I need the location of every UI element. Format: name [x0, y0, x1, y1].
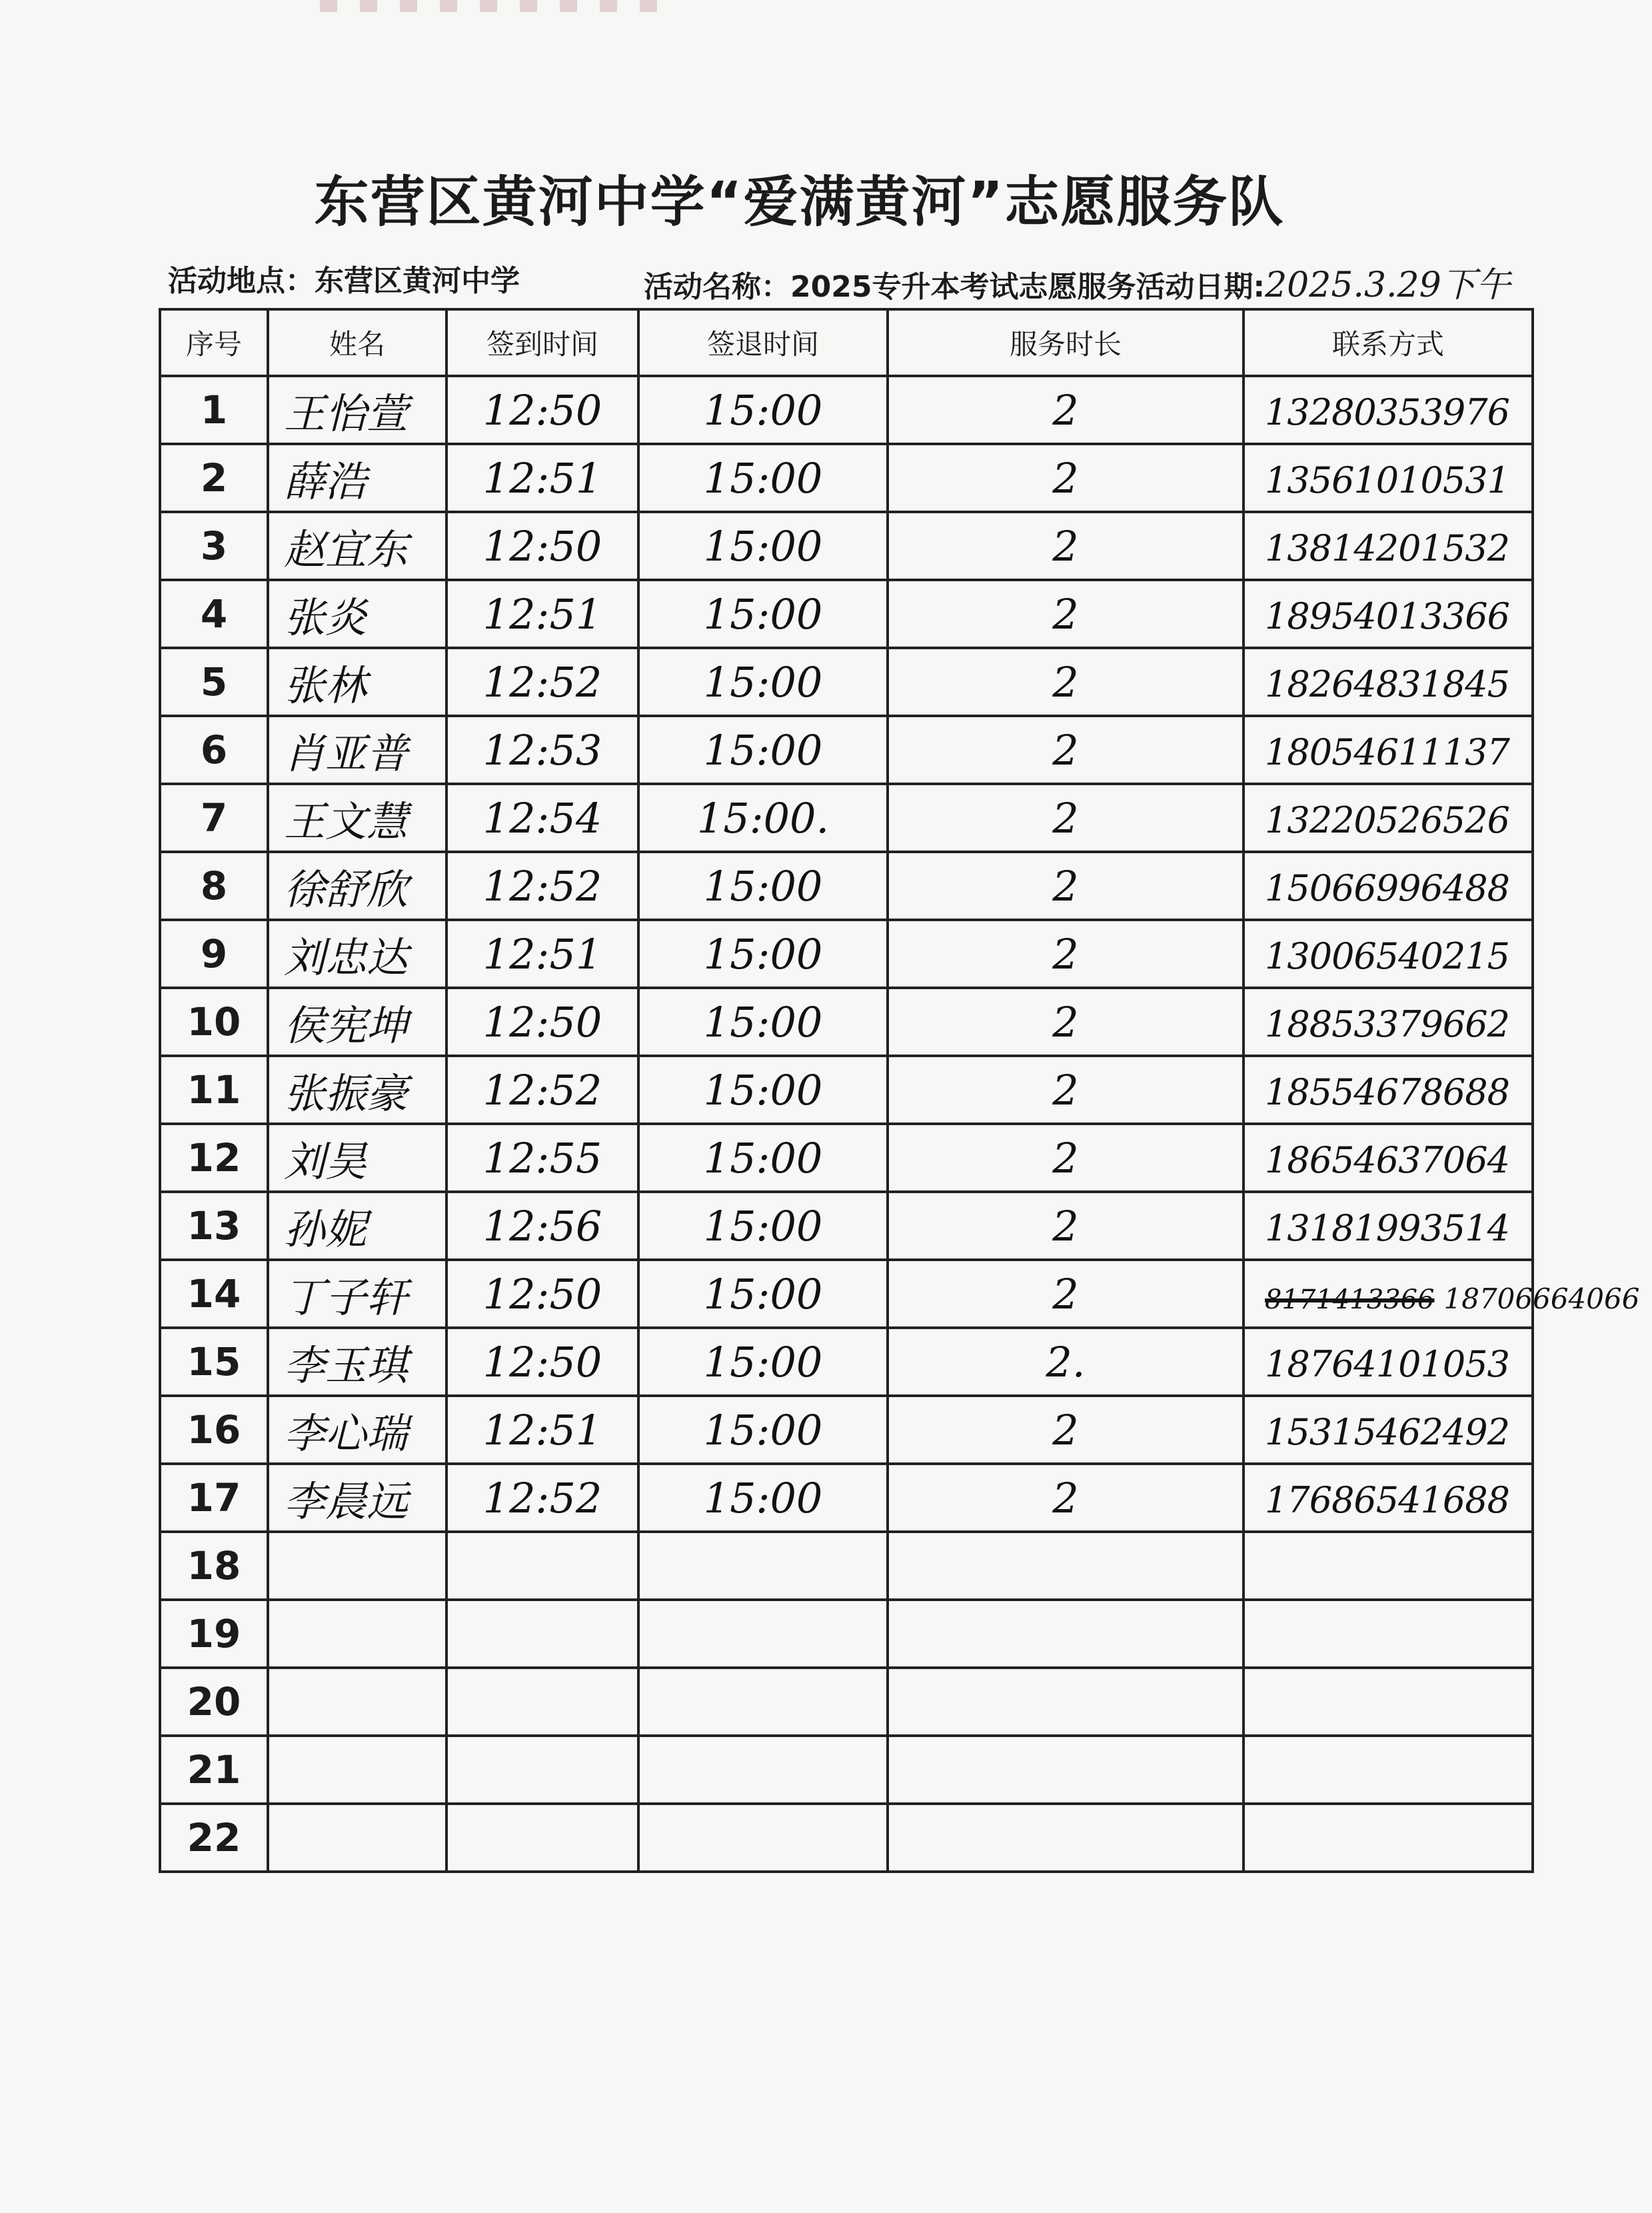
- row-sign-out: 15:00: [638, 580, 888, 648]
- row-contact: [1243, 920, 1533, 988]
- row-index: 21: [160, 1736, 268, 1804]
- row-sign-out: 15:00: [638, 988, 888, 1056]
- row-contact: [1243, 1532, 1533, 1600]
- row-sign-in: 12:52: [446, 1056, 638, 1124]
- row-duration: 2: [888, 376, 1243, 444]
- table-row: [160, 852, 1533, 920]
- activity-value: 2025专升本考试志愿服务活动: [790, 270, 1195, 304]
- row-sign-out: 15:00: [638, 1056, 888, 1124]
- row-phone: 13561010531: [1265, 459, 1509, 501]
- row-index: 16: [160, 1396, 268, 1464]
- table-row: [160, 1600, 1533, 1668]
- row-sign-out: 15:00: [638, 1124, 888, 1192]
- row-name: 孙妮: [268, 1192, 446, 1260]
- row-duration: [888, 1736, 1243, 1804]
- row-duration: 2: [888, 648, 1243, 716]
- row-duration: 2: [888, 1192, 1243, 1260]
- table-row: [160, 444, 1533, 512]
- row-sign-out: [638, 1736, 888, 1804]
- row-name: 丁子轩: [268, 1260, 446, 1328]
- row-sign-in: [446, 1532, 638, 1600]
- row-index: 3: [160, 512, 268, 580]
- row-contact: [1243, 1328, 1533, 1396]
- row-contact: [1243, 852, 1533, 920]
- table-row: [160, 1260, 1533, 1328]
- row-contact: [1243, 784, 1533, 852]
- row-sign-in: [446, 1804, 638, 1872]
- row-sign-in: 12:56: [446, 1192, 638, 1260]
- row-sign-out: 15:00: [638, 1260, 888, 1328]
- row-name: 李心瑞: [268, 1396, 446, 1464]
- row-sign-out: 15:00: [638, 648, 888, 716]
- row-sign-in: 12:52: [446, 648, 638, 716]
- row-duration: 2: [888, 512, 1243, 580]
- top-edge-mark: [320, 0, 666, 12]
- header-sign-in-time: 签到时间: [446, 309, 638, 376]
- location-value: 东营区黄河中学: [315, 264, 520, 298]
- row-index: 2: [160, 444, 268, 512]
- row-name: [268, 1736, 446, 1804]
- row-contact: [1243, 1736, 1533, 1804]
- row-sign-in: 12:50: [446, 512, 638, 580]
- row-duration: 2: [888, 920, 1243, 988]
- table-row: [160, 376, 1533, 444]
- row-sign-out: 15:00: [638, 1396, 888, 1464]
- row-name: 刘忠达: [268, 920, 446, 988]
- row-name: 李玉琪: [268, 1328, 446, 1396]
- table-row: [160, 988, 1533, 1056]
- document-title: 东营区黄河中学“爱满黄河”志愿服务队: [314, 171, 1285, 234]
- row-contact: [1243, 1396, 1533, 1464]
- table-row: [160, 1192, 1533, 1260]
- row-name: 薛浩: [268, 444, 446, 512]
- row-phone: 18853379662: [1265, 1003, 1509, 1045]
- row-sign-out: 15:00: [638, 1328, 888, 1396]
- row-sign-in: 12:50: [446, 988, 638, 1056]
- row-index: 22: [160, 1804, 268, 1872]
- row-sign-in: 12:51: [446, 444, 638, 512]
- row-name: 张炎: [268, 580, 446, 648]
- row-duration: 2: [888, 784, 1243, 852]
- table-row: [160, 784, 1533, 852]
- table-row: [160, 1804, 1533, 1872]
- row-index: 13: [160, 1192, 268, 1260]
- row-phone: 15315462492: [1265, 1410, 1509, 1453]
- table-row: [160, 1396, 1533, 1464]
- row-sign-out: 15:00: [638, 1464, 888, 1532]
- row-index: 11: [160, 1056, 268, 1124]
- date-label: 日期:: [1194, 270, 1265, 304]
- row-sign-in: [446, 1736, 638, 1804]
- row-sign-in: 12:51: [446, 920, 638, 988]
- row-sign-out: 15:00: [638, 376, 888, 444]
- row-sign-out: 15:00: [638, 1192, 888, 1260]
- table-row: [160, 1328, 1533, 1396]
- row-index: 6: [160, 716, 268, 784]
- table-header-row: [160, 309, 1533, 376]
- table-row: [160, 512, 1533, 580]
- volunteer-roster-table: [159, 308, 1640, 1873]
- header-contact: 联系方式: [1243, 309, 1533, 376]
- row-contact: [1243, 1668, 1533, 1736]
- row-sign-out: [638, 1668, 888, 1736]
- row-sign-out: 15:00: [638, 920, 888, 988]
- row-sign-in: 12:50: [446, 376, 638, 444]
- row-sign-in: 12:54: [446, 784, 638, 852]
- table-row: [160, 1736, 1533, 1804]
- table-row: [160, 716, 1533, 784]
- row-phone: 18764101053: [1265, 1342, 1509, 1385]
- row-phone: 18554678688: [1265, 1071, 1509, 1113]
- row-sign-in: 12:51: [446, 1396, 638, 1464]
- row-name: 王怡萱: [268, 376, 446, 444]
- row-index: 4: [160, 580, 268, 648]
- row-duration: 2: [888, 1056, 1243, 1124]
- row-sign-in: 12:53: [446, 716, 638, 784]
- row-sign-in: [446, 1600, 638, 1668]
- row-contact: [1243, 1600, 1533, 1668]
- date-value: 2025.3.29下午: [1265, 265, 1511, 305]
- row-duration: 2: [888, 444, 1243, 512]
- row-index: 19: [160, 1600, 268, 1668]
- row-phone: 13181993514: [1265, 1206, 1509, 1249]
- activity-field: [644, 257, 1511, 307]
- row-sign-out: 15:00: [638, 852, 888, 920]
- row-duration: [888, 1600, 1243, 1668]
- row-sign-out: [638, 1804, 888, 1872]
- row-contact: [1243, 1124, 1533, 1192]
- row-phone: 17686541688: [1265, 1478, 1509, 1521]
- row-phone: 18706664066: [1443, 1282, 1640, 1315]
- header-sign-out-time: 签退时间: [638, 309, 888, 376]
- row-phone: 18654637064: [1265, 1138, 1509, 1181]
- row-contact: [1243, 1464, 1533, 1532]
- row-index: 5: [160, 648, 268, 716]
- row-contact: [1243, 988, 1533, 1056]
- location-field: [168, 257, 520, 299]
- row-sign-in: 12:52: [446, 1464, 638, 1532]
- row-sign-in: 12:55: [446, 1124, 638, 1192]
- row-name: 张振豪: [268, 1056, 446, 1124]
- table-row: [160, 1056, 1533, 1124]
- row-name: 侯宪坤: [268, 988, 446, 1056]
- activity-label: 活动名称：: [644, 270, 790, 304]
- row-index: 20: [160, 1668, 268, 1736]
- row-duration: 2: [888, 1396, 1243, 1464]
- header-name: 姓名: [268, 309, 446, 376]
- row-contact: [1243, 444, 1533, 512]
- struck-phone: 8171413366: [1265, 1284, 1435, 1315]
- row-name: 王文慧: [268, 784, 446, 852]
- row-contact: [1243, 1192, 1533, 1260]
- row-name: [268, 1668, 446, 1736]
- row-name: 赵宜东: [268, 512, 446, 580]
- table-body: [160, 376, 1640, 1872]
- row-duration: 2: [888, 1464, 1243, 1532]
- row-name: 徐舒欣: [268, 852, 446, 920]
- row-duration: 2: [888, 988, 1243, 1056]
- row-contact: [1243, 1260, 1640, 1328]
- row-index: 8: [160, 852, 268, 920]
- location-label: 活动地点：: [168, 264, 315, 298]
- row-duration: [888, 1668, 1243, 1736]
- row-index: 17: [160, 1464, 268, 1532]
- row-contact: [1243, 376, 1533, 444]
- row-phone: 18954013366: [1265, 595, 1509, 637]
- row-contact: [1243, 716, 1533, 784]
- row-phone: 13220526526: [1265, 799, 1509, 841]
- row-phone: 13006540215: [1265, 935, 1509, 977]
- row-duration: [888, 1532, 1243, 1600]
- row-name: [268, 1804, 446, 1872]
- table-row: [160, 1464, 1533, 1532]
- row-sign-out: 15:00: [638, 716, 888, 784]
- table-row: [160, 920, 1533, 988]
- row-phone: 15066996488: [1265, 867, 1509, 909]
- row-duration: 2.: [888, 1328, 1243, 1396]
- row-name: 刘昊: [268, 1124, 446, 1192]
- table-row: [160, 1668, 1533, 1736]
- row-name: [268, 1600, 446, 1668]
- table-row: [160, 1124, 1533, 1192]
- row-index: 15: [160, 1328, 268, 1396]
- row-duration: 2: [888, 716, 1243, 784]
- row-contact: [1243, 1804, 1533, 1872]
- row-sign-in: 12:51: [446, 580, 638, 648]
- row-contact: [1243, 648, 1533, 716]
- row-contact: [1243, 1056, 1533, 1124]
- row-sign-in: 12:52: [446, 852, 638, 920]
- row-duration: 2: [888, 580, 1243, 648]
- row-index: 18: [160, 1532, 268, 1600]
- row-phone: 18054611137: [1265, 731, 1509, 773]
- row-duration: 2: [888, 1260, 1243, 1328]
- row-contact: [1243, 580, 1533, 648]
- row-sign-in: 12:50: [446, 1260, 638, 1328]
- row-index: 12: [160, 1124, 268, 1192]
- row-name: 张林: [268, 648, 446, 716]
- header-index: 序号: [160, 309, 268, 376]
- row-name: 肖亚普: [268, 716, 446, 784]
- row-name: 李晨远: [268, 1464, 446, 1532]
- row-sign-out: [638, 1532, 888, 1600]
- row-index: 14: [160, 1260, 268, 1328]
- row-phone: 13280353976: [1265, 391, 1509, 433]
- row-phone: 18264831845: [1265, 663, 1509, 705]
- row-index: 1: [160, 376, 268, 444]
- table-row: [160, 580, 1533, 648]
- row-sign-out: 15:00: [638, 444, 888, 512]
- table-row: [160, 648, 1533, 716]
- row-index: 10: [160, 988, 268, 1056]
- row-duration: 2: [888, 1124, 1243, 1192]
- row-duration: [888, 1804, 1243, 1872]
- header-service-duration: 服务时长: [888, 309, 1243, 376]
- row-index: 7: [160, 784, 268, 852]
- row-sign-out: 15:00.: [638, 784, 888, 852]
- row-sign-in: [446, 1668, 638, 1736]
- table-row: [160, 1532, 1533, 1600]
- row-name: [268, 1532, 446, 1600]
- row-sign-in: 12:50: [446, 1328, 638, 1396]
- row-phone: 13814201532: [1265, 527, 1509, 569]
- row-contact: [1243, 512, 1533, 580]
- row-sign-out: [638, 1600, 888, 1668]
- row-index: 9: [160, 920, 268, 988]
- row-sign-out: 15:00: [638, 512, 888, 580]
- row-duration: 2: [888, 852, 1243, 920]
